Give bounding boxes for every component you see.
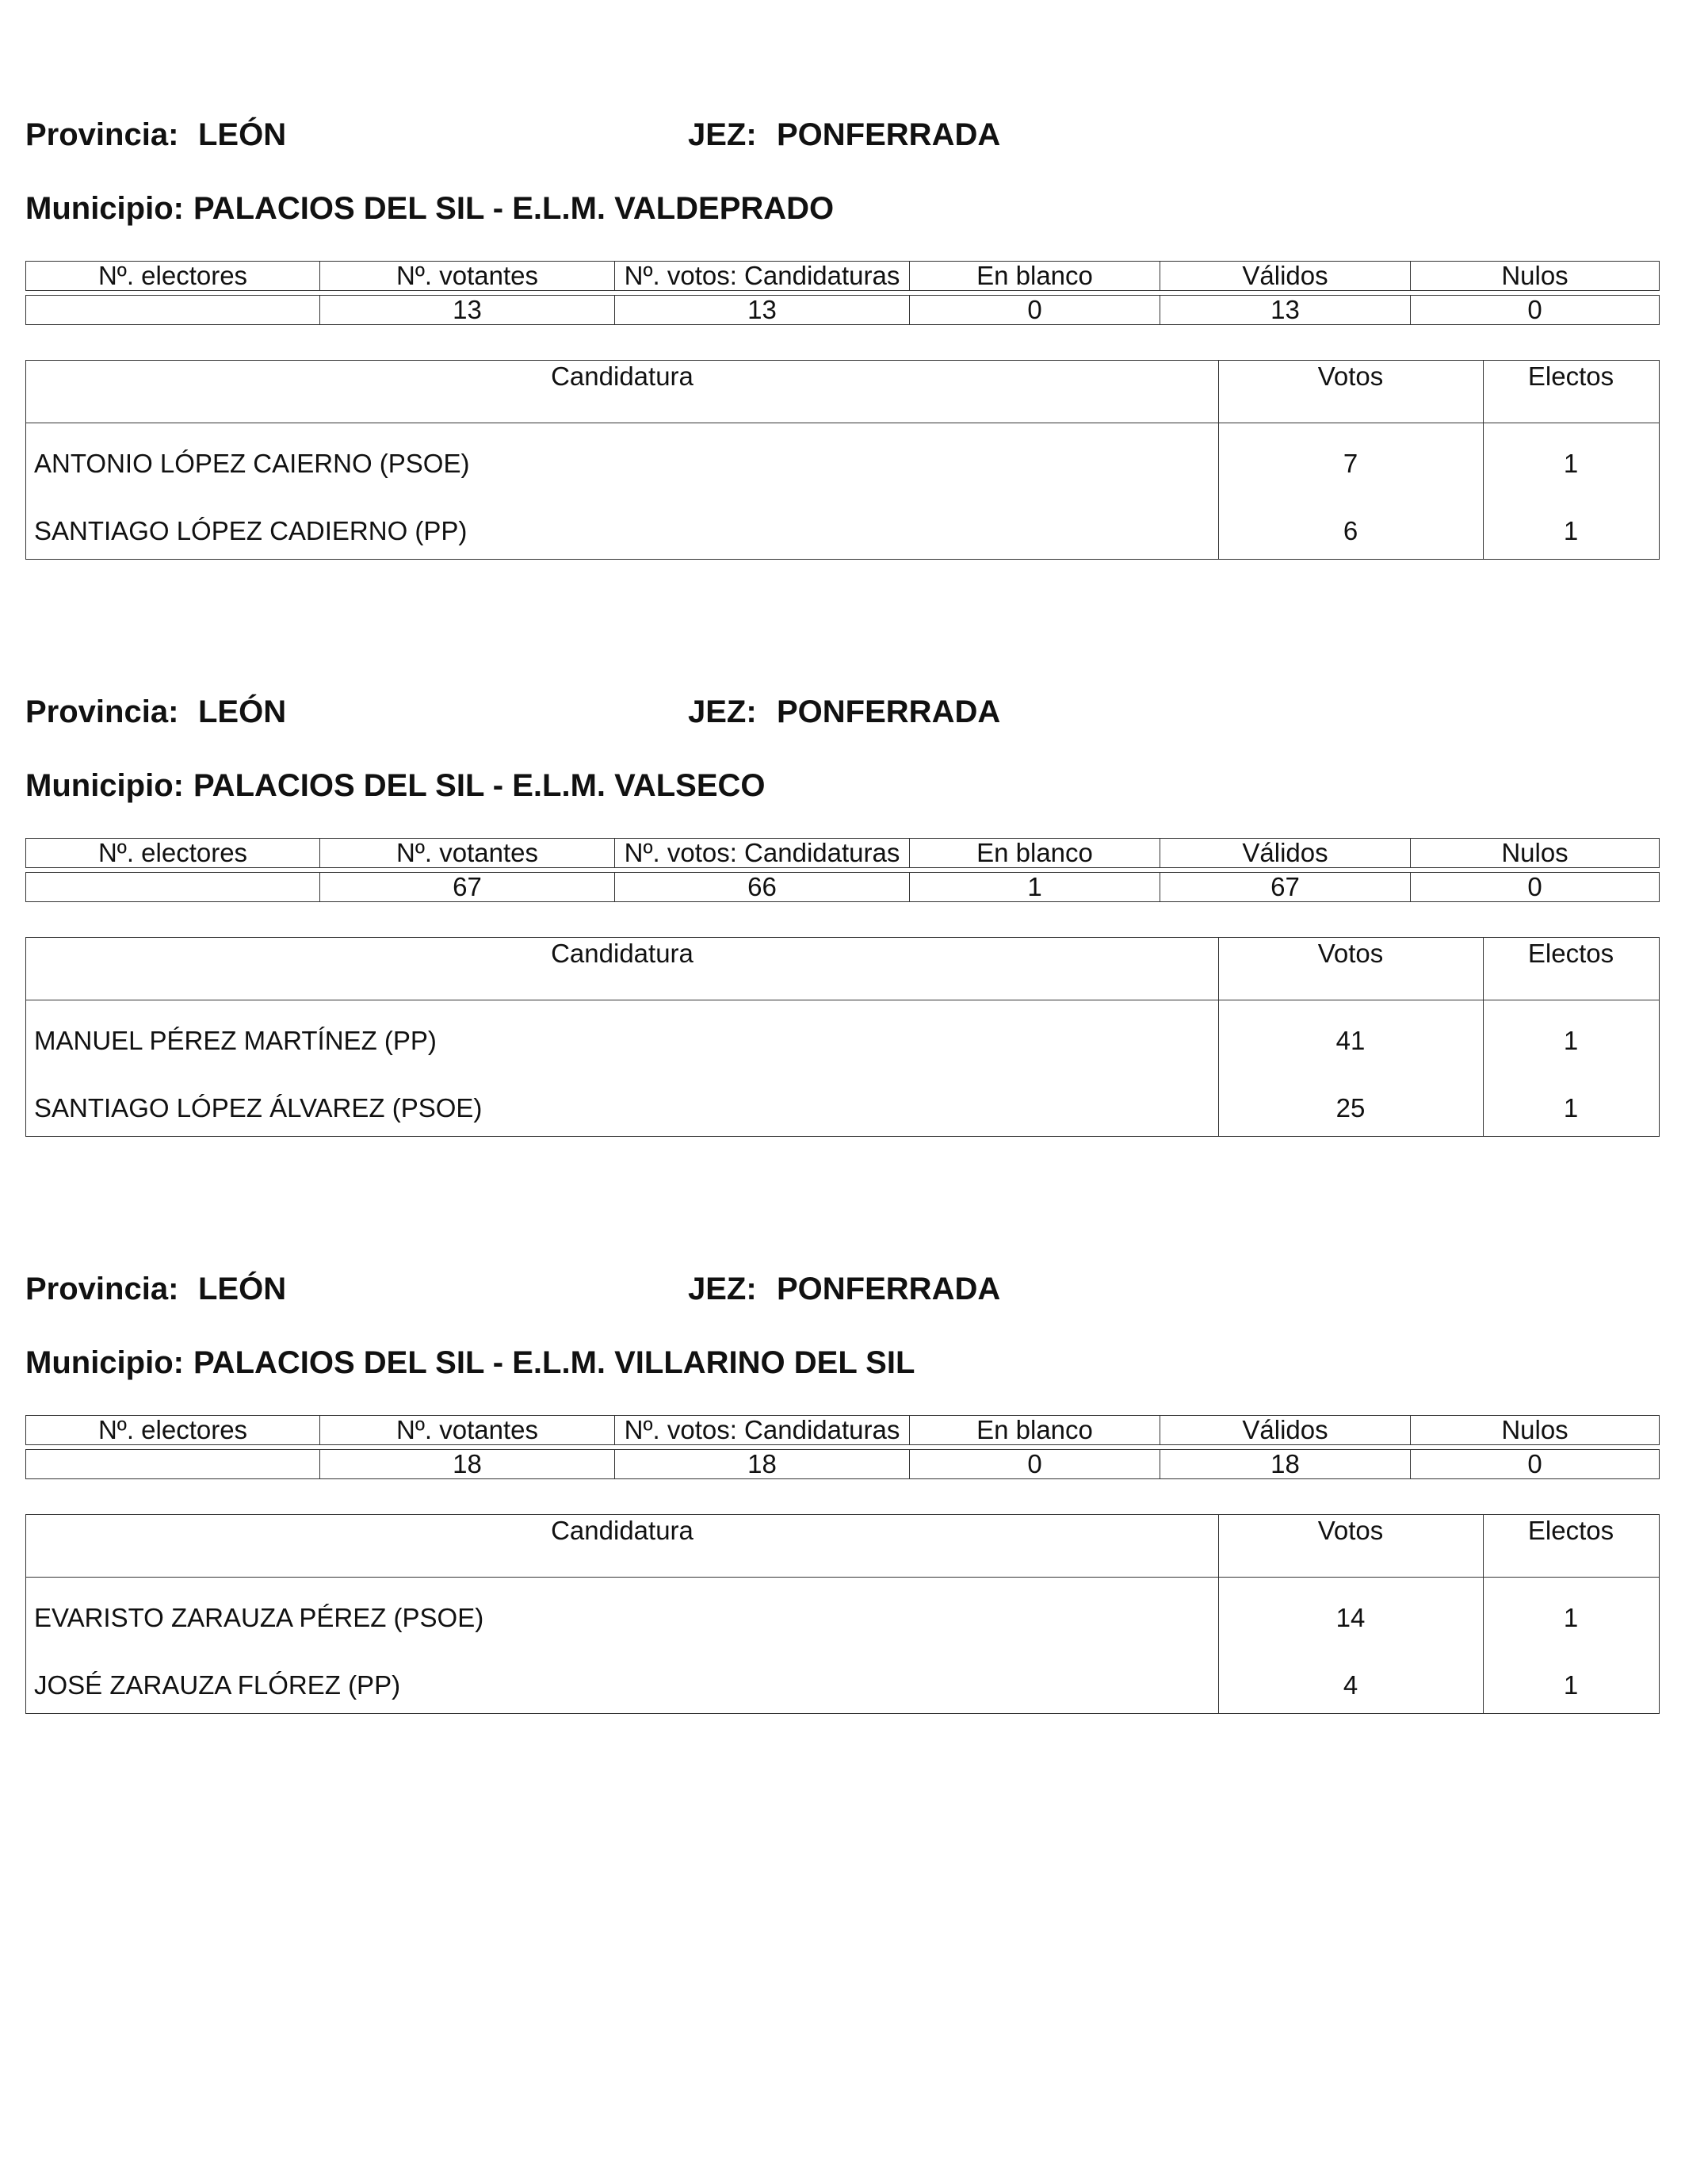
stats-table [25,257,1660,329]
candidates-table [25,360,1660,560]
stats-header-cell: Válidos [1160,1415,1411,1445]
stats-value-row [25,295,1660,325]
candidate-electos: 1 [1563,449,1579,478]
stats-value-cell: 67 [1160,872,1411,902]
stats-table [25,1411,1660,1483]
municipio-value: PALACIOS DEL SIL - E.L.M. VALSECO [193,768,766,803]
provincia-label: Provincia: [25,694,179,729]
municipio-label: Municipio: [25,768,184,803]
stats-header-cell: Válidos [1160,261,1411,291]
candidate-row [26,1023,1659,1058]
candidate-row [26,1601,1659,1635]
stats-table [25,834,1660,906]
stats-value-row [25,872,1660,902]
municipio-value: PALACIOS DEL SIL - E.L.M. VILLARINO DEL SIL [193,1345,915,1380]
stats-header-cell: Nº. votos: Candidaturas [615,261,910,291]
stats-header-row [25,838,1660,868]
stats-value-cell: 18 [1160,1449,1411,1479]
stats-header-cell: Nulos [1411,261,1660,291]
candidate-electos: 1 [1563,1026,1579,1055]
stats-value-cell: 0 [1411,1449,1660,1479]
stats-header-cell: Nulos [1411,838,1660,868]
candidate-name: SANTIAGO LÓPEZ ÁLVAREZ (PSOE) [34,1093,483,1123]
votos-header: Votos [1317,361,1384,391]
stats-value-cell [25,1449,320,1479]
stats-header-cell: Válidos [1160,838,1411,868]
candidate-electos: 1 [1563,516,1579,545]
stats-value-cell [25,295,320,325]
province-line [25,1269,1660,1309]
election-section [25,1154,1660,1700]
stats-header-cell: Nº. votos: Candidaturas [615,1415,910,1445]
candidate-name: JOSÉ ZARAUZA FLÓREZ (PP) [34,1670,401,1700]
stats-header-cell: Nº. votantes [320,838,615,868]
stats-value-cell: 18 [320,1449,615,1479]
candidate-row [26,1668,1659,1703]
stats-header-cell: Nº. electores [25,1415,320,1445]
candidate-votos: 7 [1343,449,1358,478]
stats-value-cell: 66 [615,872,910,902]
stats-value-cell: 13 [320,295,615,325]
header-divider [26,1577,1659,1578]
stats-value-cell: 18 [615,1449,910,1479]
stats-value-cell: 67 [320,872,615,902]
provincia-value: LEÓN [198,117,287,152]
stats-value-cell: 0 [1411,295,1660,325]
candidates-table [25,1514,1660,1714]
stats-header-cell: En blanco [910,1415,1160,1445]
candidate-electos: 1 [1563,1093,1579,1123]
provincia-value: LEÓN [198,1272,287,1306]
provincia-value: LEÓN [198,694,287,729]
jez-label: JEZ: [688,117,757,152]
election-section [25,0,1660,545]
candidate-votos: 25 [1335,1093,1366,1123]
municipio-label: Municipio: [25,1345,184,1380]
candidate-row [26,1091,1659,1126]
candidates-table [25,937,1660,1137]
votos-header: Votos [1317,939,1384,968]
stats-header-cell: Nº. electores [25,838,320,868]
stats-value-cell: 0 [910,295,1160,325]
jez-value: PONFERRADA [777,694,1001,729]
candidate-name: SANTIAGO LÓPEZ CADIERNO (PP) [34,516,468,545]
candidate-name: EVARISTO ZARAUZA PÉREZ (PSOE) [34,1603,484,1632]
provincia-label: Provincia: [25,117,179,152]
stats-value-cell: 0 [910,1449,1160,1479]
electos-header: Electos [1527,361,1614,391]
candidate-row [26,446,1659,481]
candidate-electos: 1 [1563,1670,1579,1700]
candidate-name: MANUEL PÉREZ MARTÍNEZ (PP) [34,1026,437,1055]
stats-header-cell: Nulos [1411,1415,1660,1445]
stats-header-cell: Nº. electores [25,261,320,291]
municipio-line [25,1343,924,1383]
province-line [25,692,1660,732]
candidate-votos: 41 [1335,1026,1366,1055]
municipio-value: PALACIOS DEL SIL - E.L.M. VALDEPRADO [193,191,835,226]
candidatura-header: Candidatura [551,939,693,968]
stats-header-cell: Nº. votos: Candidaturas [615,838,910,868]
stats-header-cell: En blanco [910,261,1160,291]
candidate-votos: 4 [1343,1670,1358,1700]
municipio-line [25,189,843,228]
candidate-name: ANTONIO LÓPEZ CAIERNO (PSOE) [34,449,470,478]
candidate-votos: 14 [1335,1603,1366,1632]
jez-value: PONFERRADA [777,1272,1001,1306]
candidatura-header: Candidatura [551,361,693,391]
stats-value-cell: 1 [910,872,1160,902]
municipio-line [25,766,775,805]
jez-label: JEZ: [688,1272,757,1306]
stats-header-row [25,261,1660,291]
stats-value-cell [25,872,320,902]
electos-header: Electos [1527,939,1614,968]
stats-header-cell: En blanco [910,838,1160,868]
candidate-electos: 1 [1563,1603,1579,1632]
provincia-label: Provincia: [25,1272,179,1306]
candidate-votos: 6 [1343,516,1358,545]
stats-value-cell: 13 [1160,295,1411,325]
jez-label: JEZ: [688,694,757,729]
electos-header: Electos [1527,1516,1614,1545]
stats-header-row [25,1415,1660,1445]
jez-value: PONFERRADA [777,117,1001,152]
candidatura-header: Candidatura [551,1516,693,1545]
election-section [25,577,1660,1123]
candidate-row [26,514,1659,549]
municipio-label: Municipio: [25,191,184,226]
province-line [25,115,1660,155]
stats-header-cell: Nº. votantes [320,261,615,291]
votos-header: Votos [1317,1516,1384,1545]
stats-header-cell: Nº. votantes [320,1415,615,1445]
stats-value-cell: 0 [1411,872,1660,902]
stats-value-cell: 13 [615,295,910,325]
stats-value-row [25,1449,1660,1479]
